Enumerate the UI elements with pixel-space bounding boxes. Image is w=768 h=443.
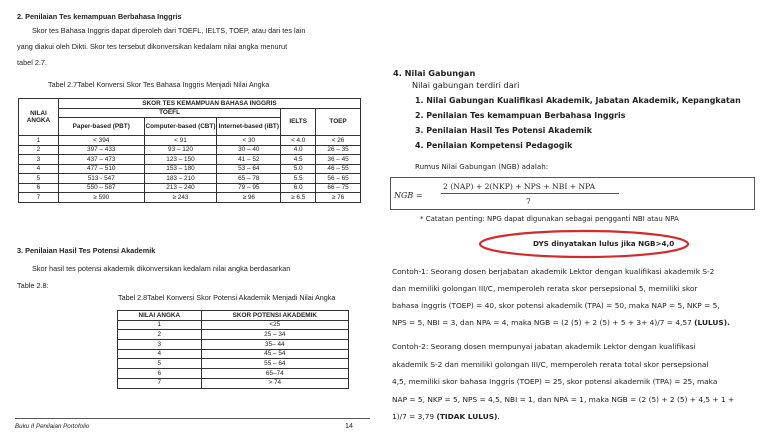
pass-criteria-text: DYS dinyatakan lulus jika NGB>4,0: [533, 239, 675, 248]
table-row: [118, 330, 349, 340]
table-2-8-caption: Tabel 2.8Tabel Konversi Skor Potensi Akademik Menjadi Nilai Angka: [118, 293, 336, 302]
header-pbt: Paper-based (PBT): [58, 118, 144, 136]
header-nilai-angka: NILAI ANGKA: [118, 311, 202, 321]
list-item: 4. Penilaian Kompetensi Pedagogik: [415, 141, 573, 150]
table-cell: 213 – 240: [144, 183, 217, 193]
header-ibt: Internet-based (iBT): [217, 118, 281, 136]
table-cell: ≥ 6.5: [281, 193, 316, 203]
formula-lhs: NGB =: [394, 191, 423, 200]
table-cell: 7: [19, 193, 59, 203]
table-cell: 5.0: [281, 164, 316, 174]
table-cell: 4.5: [281, 155, 316, 165]
example-2-text: 1)/7 = 3,79: [392, 412, 437, 421]
section-2-paragraph-line: yang diakui oleh Dikti. Skor tes tersebut dikonversikan kedalam nilai angka menurut: [17, 42, 288, 51]
list-item: 3. Penilaian Hasil Tes Potensi Akademik: [415, 126, 592, 135]
table-cell: ≥ 590: [58, 193, 144, 203]
example-1-line: dan memiliki golongan III/C, memperoleh rerata skor persepsional 5, memiliki skor: [392, 284, 698, 293]
table-cell: 5.5: [281, 174, 316, 184]
english-score-conversion-table: [18, 98, 361, 203]
header-nilai-angka: NILAI ANGKA: [19, 99, 59, 136]
example-2-line: [392, 412, 500, 421]
table-cell: ≥ 76: [316, 193, 361, 203]
table-cell: 4: [19, 164, 59, 174]
important-note: * Catatan penting: NPG dapat digunakan sebagai pengganti NBI atau NPA: [420, 215, 679, 223]
table-cell: 56 – 65: [316, 174, 361, 184]
table-row: [19, 174, 361, 184]
right-page: [385, 0, 768, 443]
section-3-paragraph-line: Table 2.8:: [17, 281, 49, 290]
table-cell: 41 – 52: [217, 155, 281, 165]
formula-denominator: 7: [526, 197, 531, 206]
header-skor-group: SKOR TES KEMAMPUAN BAHASA INGGRIS: [58, 99, 360, 109]
header-cbt: Computer-based (CBT): [144, 118, 217, 136]
footer-book-title: Buku II Penilaian Portofolio: [15, 423, 90, 430]
table-cell: 3: [118, 340, 202, 350]
footer-page-number: 14: [345, 421, 353, 430]
table-row: [118, 369, 349, 379]
table-row: [19, 145, 361, 155]
table-cell: 1: [118, 320, 202, 330]
table-2-7-caption: Tabel 2.7Tabel Konversi Skor Tes Bahasa Inggris Menjadi Nilai Angka: [48, 80, 270, 89]
table-row: [118, 349, 349, 359]
table-row: [19, 155, 361, 165]
table-cell: 7: [118, 378, 202, 388]
section-2-paragraph-line: tabel 2.7.: [17, 58, 48, 67]
table-cell: 477 – 510: [58, 164, 144, 174]
table-cell: 2: [19, 145, 59, 155]
section-2-paragraph-line: Skor tes Bahasa Inggris dapat diperoleh dari TOEFL, IELTS, TOEP, atau dari tes lain: [32, 26, 306, 35]
table-row: [118, 359, 349, 369]
table-cell: 6: [19, 183, 59, 193]
example-1-result: (LULUS).: [694, 318, 730, 327]
header-ielts: IELTS: [281, 108, 316, 136]
table-cell: 35– 44: [201, 340, 348, 350]
list-item: 2. Penilaian Tes kemampuan Berbahasa Inggris: [415, 111, 626, 120]
table-cell: 55 – 64: [201, 359, 348, 369]
table-cell: 65 – 78: [217, 174, 281, 184]
table-cell: > 74: [201, 378, 348, 388]
formula-numerator: 2 (NAP) + 2(NKP) + NPS + NBI + NPA: [443, 182, 596, 191]
table-cell: 2: [118, 330, 202, 340]
fraction-bar: [441, 193, 619, 194]
table-row: [19, 136, 361, 146]
header-skor-potensi: SKOR POTENSI AKADEMIK: [201, 311, 348, 321]
table-row: [118, 340, 349, 350]
table-cell: 79 – 95: [217, 183, 281, 193]
table-cell: 4.0: [281, 145, 316, 155]
example-2-line: NAP = 5, NKP = 5, NPS = 4,5, NBI = 1, dan NPA = 1, maka NGB = (2 (5) + 2 (5) + 4,5 + 1 +: [392, 395, 735, 404]
section-2-heading: 2. Penilaian Tes kemampuan Berbahasa Inggris: [17, 12, 182, 21]
section-4-heading: 4. Nilai Gabungan: [393, 68, 476, 78]
table-row: [19, 193, 361, 203]
example-1-line: Contoh-1: Seorang dosen berjabatan akademik Lektor dengan kualifikasi akademik S-2: [392, 267, 715, 276]
table-row: [118, 320, 349, 330]
table-cell: 65–74: [201, 369, 348, 379]
footer-rule: [15, 418, 370, 419]
table-cell: 30 – 40: [217, 145, 281, 155]
table-cell: 5: [19, 174, 59, 184]
table-cell: 6.0: [281, 183, 316, 193]
list-item: 1. Nilai Gabungan Kualifikasi Akademik, Jabatan Akademik, Kepangkatan: [415, 96, 741, 105]
table-cell: 5: [118, 359, 202, 369]
table-cell: 45 – 54: [201, 349, 348, 359]
table-cell: 4: [118, 349, 202, 359]
table-row: [19, 164, 361, 174]
table-cell: < 394: [58, 136, 144, 146]
header-toep: TOEP: [316, 108, 361, 136]
section-4-intro: Nilai gabungan terdiri dari: [412, 80, 520, 90]
table-cell: < 30: [217, 136, 281, 146]
table-cell: < 91: [144, 136, 217, 146]
header-toefl: TOEFL: [58, 108, 280, 118]
table-cell: 25 – 34: [201, 330, 348, 340]
table-cell: 93 – 120: [144, 145, 217, 155]
academic-potential-conversion-table: [117, 310, 349, 389]
table-cell: <25: [201, 320, 348, 330]
table-cell: 3: [19, 155, 59, 165]
table-cell: 53 – 64: [217, 164, 281, 174]
example-1-line: bahasa inggris (TOEP) = 40, skor potensi akademik (TPA) = 50, maka NAP = 5, NKP = 5,: [392, 301, 720, 310]
example-2-result: (TIDAK LULUS): [436, 412, 498, 421]
table-cell: 36 – 45: [316, 155, 361, 165]
table-cell: 6: [118, 369, 202, 379]
table-cell: 123 – 150: [144, 155, 217, 165]
table-cell: 183 – 210: [144, 174, 217, 184]
example-2-line: akademik S-2 dan memiliki golongan III/C, memperoleh rerata total skor persepsional: [392, 360, 709, 369]
example-2-line: Contoh-2: Seorang dosen mempunyai jabatan akademik Lektor dengan kualifikasi: [392, 342, 696, 351]
example-1-line: [392, 318, 730, 327]
table-row: [118, 378, 349, 388]
table-cell: 397 – 433: [58, 145, 144, 155]
table-cell: 1: [19, 136, 59, 146]
table-row: [19, 183, 361, 193]
table-cell: < 4.0: [281, 136, 316, 146]
section-3-paragraph-line: Skor hasil tes potensi akademik dikonversikan kedalam nilai angka berdasarkan: [32, 264, 291, 273]
formula-label: Rumus Nilai Gabungan (NGB) adalah:: [415, 162, 549, 171]
table-cell: ≥ 96: [217, 193, 281, 203]
section-3-heading: 3. Penilaian Hasil Tes Potensi Akademik: [17, 246, 156, 255]
example-1-text: NPS = 5, NBI = 3, dan NPA = 4, maka NGB = (2 (5) + 2 (5) + 5 + 3+ 4)/7 = 4,57: [392, 318, 695, 327]
table-cell: 46 – 55: [316, 164, 361, 174]
table-cell: ≥ 243: [144, 193, 217, 203]
table-cell: 513 - 547: [58, 174, 144, 184]
table-cell: 26 – 35: [316, 145, 361, 155]
table-cell: 550 – 587: [58, 183, 144, 193]
example-2-end: .: [497, 412, 500, 421]
table-cell: 437 – 473: [58, 155, 144, 165]
example-2-line: 4,5, memiliki skor bahasa Inggris (TOEP) = 25, skor potensi akademik (TPA) = 25, maka: [392, 377, 718, 386]
table-cell: < 26: [316, 136, 361, 146]
table-cell: 66 – 75: [316, 183, 361, 193]
table-cell: 153 – 180: [144, 164, 217, 174]
